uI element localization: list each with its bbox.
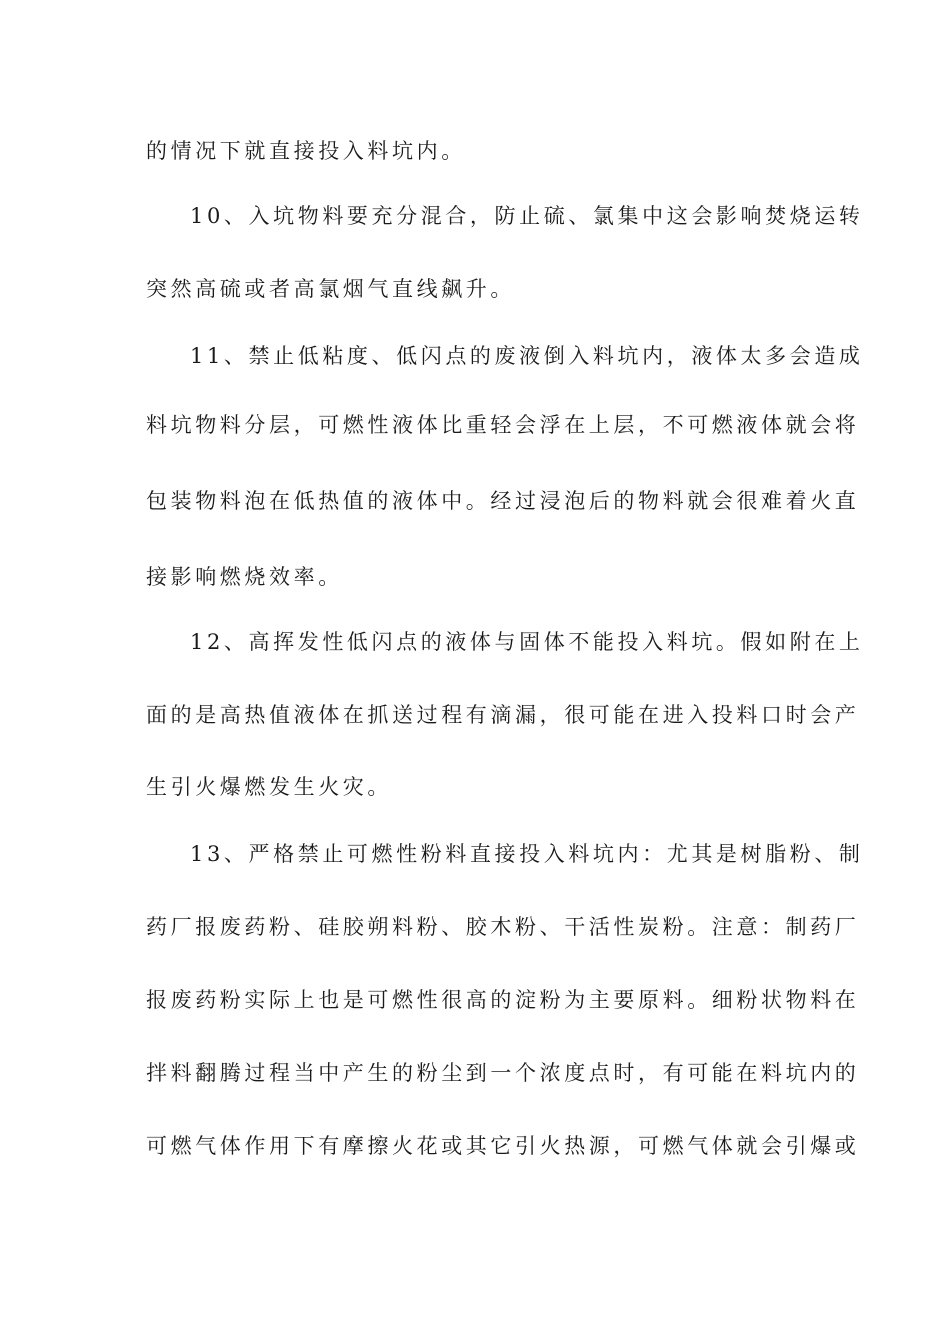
text-line-5: 料坑物料分层，可燃性液体比重轻会浮在上层，不可燃液体就会将 (146, 413, 860, 437)
text-line-2: 10、入坑物料要充分混合，防止硫、氯集中这会影响焚烧运转 (190, 204, 864, 228)
text-line-1: 的情况下就直接投入料坑内。 (146, 139, 466, 163)
text-line-10: 生引火爆燃发生火灾。 (146, 775, 392, 799)
text-line-15: 可燃气体作用下有摩擦火花或其它引火热源，可燃气体就会引爆或 (146, 1134, 860, 1158)
text-line-7: 接影响燃烧效率。 (146, 565, 343, 589)
text-line-14: 拌料翻腾过程当中产生的粉尘到一个浓度点时，有可能在料坑内的 (146, 1061, 860, 1085)
text-line-6: 包装物料泡在低热值的液体中。经过浸泡后的物料就会很难着火直 (146, 489, 860, 513)
text-line-13: 报废药粉实际上也是可燃性很高的淀粉为主要原料。细粉状物料在 (146, 988, 860, 1012)
text-line-4: 11、禁止低粘度、低闪点的废液倒入料坑内，液体太多会造成 (190, 344, 864, 368)
text-line-8: 12、高挥发性低闪点的液体与固体不能投入料坑。假如附在上 (190, 630, 864, 654)
text-line-9: 面的是高热值液体在抓送过程有滴漏，很可能在进入投料口时会产 (146, 703, 860, 727)
text-line-3: 突然高硫或者高氯烟气直线飙升。 (146, 277, 515, 301)
text-line-11: 13、严格禁止可燃性粉料直接投入料坑内：尤其是树脂粉、制 (190, 842, 864, 866)
text-line-12: 药厂报废药粉、硅胶朔料粉、胶木粉、干活性炭粉。注意：制药厂 (146, 915, 860, 939)
